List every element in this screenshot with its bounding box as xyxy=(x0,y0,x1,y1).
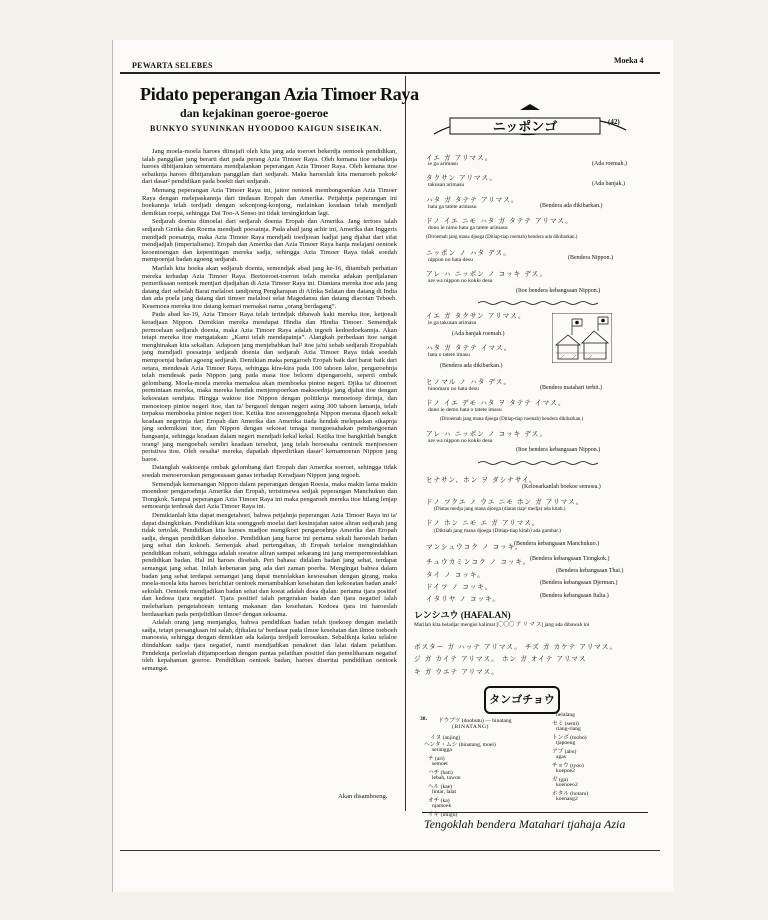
phrase-romaji: hata o tatete imasu xyxy=(428,352,470,358)
phrase-jp: ドノ イエ ニモ ハタ ガ タテテ アリマス。 xyxy=(426,217,573,225)
phrase-translation: (Bendera kebangsaan Italia.) xyxy=(540,593,609,599)
article-signoff: Akan disamboeng. xyxy=(338,793,388,800)
lesson-number: (42) xyxy=(608,118,620,126)
publication-name: PEWARTA SELEBES xyxy=(132,61,213,70)
vocab-item: riang-riang xyxy=(556,726,581,732)
vocabulary-badge-text: タンゴチョウ xyxy=(489,693,555,706)
phrase-jp: ヒナサン、ホン ヲ ダシナサイ。 xyxy=(426,476,537,484)
phrase-romaji: takusan arimasu xyxy=(428,182,465,188)
phrase-translation: (Ada banjak.) xyxy=(592,181,625,187)
article-paragraph: Semendjak kemenangan Nippon dalam peperangan dengan Roesia, maka makin lama makin moendoer pengaroehnja Amerika dan Eropah, teristimewa sedjak peperangan Manchukuo dan Tiongkok. Sampai peperangan Azia Timoer Raya ini maka pengaroeh mereka itoe hilang lenjap semoeanja terdesak dari Azia Timoer Raya ini. xyxy=(142,480,397,511)
phrase-romaji: nippon no hata desu xyxy=(428,257,473,263)
divider-wave xyxy=(478,460,598,466)
page-number: Moeka 4 xyxy=(614,56,644,65)
article-subtitle: dan kejakinan goeroe-goeroe xyxy=(180,106,329,120)
phrase-jp: タクサン アリマス。 xyxy=(426,174,497,182)
header-rule xyxy=(120,72,660,74)
phrase-romaji: dono ie demo hata o tatete imasu xyxy=(428,407,502,413)
bottom-title: Tengoklah bendera Matahari tjahaja Azia xyxy=(424,817,626,831)
phrase-romaji: are wa nippon no kokki desu xyxy=(428,278,493,284)
article-paragraph: Datanglah waktoenja ombak gelombang dari Eropah dan Amerika soeroet, sehingga tidak soedah menoeroeskan pengoeasaan ganas terhadap Keradjaan Nippon jang tegoeh. xyxy=(142,464,397,479)
phrase-jp: イエ ガ アリマス。 xyxy=(426,154,493,162)
phrase-jp: ドイツ ノ コッキ。 xyxy=(426,583,493,591)
phrase-jp: タイ ノ コッキ。 xyxy=(426,571,485,579)
phrase-jp: マンシュウコク ノ コッキ。 xyxy=(426,543,523,551)
vocab-item: ガ (ga) xyxy=(552,777,568,783)
vocab-item: トンボ (toobo) xyxy=(552,735,587,741)
vocab-item: njamoek xyxy=(432,803,452,809)
vocab-item: ヘンタ・ムシ (binatang, moei) xyxy=(424,742,496,748)
phrase-translation: (Bendera ada dikibarkan.) xyxy=(540,203,603,209)
phrase-romaji: dono ie nimo hata ga tatete arimasu xyxy=(428,225,508,231)
vocab-item: チョウ (tyoo) xyxy=(552,763,584,769)
vocab-item: lintar, lalat xyxy=(432,789,457,795)
vocab-item: テ (ari) xyxy=(428,756,445,762)
banner-text: ニッポンゴ xyxy=(492,120,558,135)
article-paragraph: Marilah kita boeka akan sedjarah doenia, semendjak abad jang ke-16, ditambah perhatian mereka terhadap Azia Timoer Raya. Bertoeroet-toeroet telah mereka adakan perdjalanan pemeriksaan oentoek mentjari djadjahan di Azia Timoer Raya ini. Diantara mereka itoe ada jang datang dari sebelah Barat melaloei tandjoeng Pengharapan di Afrika Selatan dan datang di India dan ada poela jang datang dari timoer melaloei selat Magedansu dan datang diacotan Teboeh. Kesemoea mereka itoe datang kemari memakai nama „orang berdagang”. xyxy=(142,264,397,310)
vocab-item: serangga xyxy=(432,747,452,753)
phrase-jp: ドノ ツクエ ノ ウエ ニモ ホン ガ アリマス。 xyxy=(426,498,584,506)
phrase-jp: チュウカミンコク ノ コッキ。 xyxy=(426,558,531,566)
vocab-head-sub: (BINATANG) xyxy=(452,724,489,730)
exercise-line: ボスター ガ ハッテ アリマス。 チズ ガ カケテ アリマス。 xyxy=(414,643,618,651)
vocab-item: koepoe2 xyxy=(556,768,575,774)
phrase-jp: イエ ガ タクサン アリマス。 xyxy=(426,312,526,320)
phrase-translation: (Keloearkanlah boekoe semoea.) xyxy=(522,484,601,490)
vocab-item: オチ (ka) xyxy=(428,798,450,804)
article-title: Pidato peperangan Azia Timoer Raya xyxy=(140,84,419,104)
vocab-item: koenoeo2 xyxy=(556,782,578,788)
article-body xyxy=(142,148,397,803)
exercise-instruction: Marilah kita beladjar mengisi kalimat [〇〇〇 ア リ マ ス] jang ada dibawah ini xyxy=(414,622,590,628)
phrase-jp: アレ ハ ニッポン ノ コッキ デス。 xyxy=(426,270,548,278)
nippongo-banner xyxy=(430,104,630,146)
vocabulary-badge xyxy=(484,686,560,714)
phrase-romaji: hata ga tatete arimasu xyxy=(428,204,477,210)
article-paragraph: Sedjarah doenia dimoelai dari sedjarah doenia Eropah dan Amerika. Jang tertoes ialah sedjarah Gerika dan Roema mendjadi poesatnja. Pada abad jang achir ini, Amerika dan Inggeris mendjadi poesatnja, maka Azia Timoer Raya mendjadi toedjoean hadjat jang djahat dari sifat mendjadjah (imperialisme). Eropah dan Amerika dan Azia Timoer Raya hanja melajani oentoek keoentoengan dan kepentingan mereka sadja, sehingga Azia Timoer Raya tidak soedah mempoenjai badan agoeng sedjarah. xyxy=(142,218,397,264)
phrase-translation: (Ada banjak roemah.) xyxy=(452,331,505,337)
bottom-rule xyxy=(120,850,660,851)
phrase-translation: (Bendera kebangsaan Thai.) xyxy=(556,568,624,574)
phrase-translation: (Bendera kebangsaan Djerman.) xyxy=(540,580,618,586)
article-paragraph: Pada abad ke-19, Azia Timoer Raya telah terindjak dibawah kaki mereka itoe, ketjoeali keradjaan Nippon. Demikian mereka mendapat Hindia dan Hindia Timoer. Semendjak permoelaan sedjarah doenia, maka Azia Timoer Raya adalah tegoeh kedoedoekannja. Akan tetapi mereka itoe mengatakan: „Kami telah mendapatnja”. Alangkah perbedaan itoe sangat menghinakan kita sekalian. Adapoen jang menjebabkan hal² itoe ja'ni sebab sedjarah Eropahlah jang mendjadi poesatnja sedjarah doenia dan sedjarah Azia Timoer Raya tidak soedah mempoenjai badan agoeng sedjarah. Demikian maka pengaroeh Eropah baik dari barat baik dari oetara, mendesak Azia Timoer Raya, sehingga kira-kira pada 100 tahoen laloe, pengaroehnja telah mendesak pada Nippon jang pada masa itoe belcem dipengaroehi, seperti ombak gelombang. Moela-moela mereka memaksa akan memboeka pintoe negeri. Djika ta' ditoeroet permintaan mereka, maka mereka hendak menjempoerkan maksoednja jang djahat itoe dengan kekoeatan sendjata. Hingga waktoe itoe Nippon dengan politiknja menoetoep dirinja, dan menoetoep pintoe negeri itoe, dan ta' bergaoel dengan negeri asing 300 tahoen lamanja, telah terpaksa memboeka pintoe negeri itoe. Ketika itoe sesoenggoehnja Nippon merasa djaoeh sekali keadaan negerinja dari Eropah dan Amerika dan Amerika tiada hendak melepaskan sikapnja jang sedemikian itoe, dan Nippon dengan sekoeat tenaga mengoesahakan pembangoenan bangsanja, sehingga keadaan dalam negeri mendjadi kekal kekal. Ketika itoe bangkitlah bangkit orang² jang mengoebah sendiri keadaan tersebut, jang telah beroesaha oentoek menjoesoen peristiwa itoe. Oleh oesaha² mereka, dapatlah diperdirikan dasar² kemamoeran Nippon jang baroe. xyxy=(142,311,397,463)
exercise-heading: レンシユウ (HAFALAN) xyxy=(414,610,511,620)
vocab-item: ヘル (kae) xyxy=(428,784,453,790)
phrase-translation: (Diktiab jang mana djoega (Ditiap-tiap kitab) ada gambar.) xyxy=(434,528,561,534)
vocab-item: semoet xyxy=(432,761,448,767)
article-paragraph: Jang moela-moela haroes diinsjafi oleh kita jang ada toeroet bekerdja oentoek pendidikan, ialah panggilan jang berarti dari pada perang Azia Timoer Raya. Oleh kemana itoe sebaiknja haroes dibitjarakan sementara mendjalankan peperangan Azia Timoer Raya. Oleh kemana itoe sebaiknja haroes dibitjarakan panggilan dari sedjarah. Maka haroeslah kita menaroeh pokok² dari dasar² pendidikan pada boekti dari sedjarah. xyxy=(142,148,397,186)
phrase-jp: ニッポン ノ ハタ デス。 xyxy=(426,249,511,257)
vocab-item: イヌ (anjing) xyxy=(430,735,461,741)
phrase-jp: ドノ ホン ニモ エ ガ アリマス。 xyxy=(426,519,540,527)
phrase-translation: (Diroemah jang mana djoega (Ditiap-tiap roemah) bendera dikibarkan.) xyxy=(440,417,584,422)
vocab-item: ハチ (hati) xyxy=(428,770,453,776)
phrase-jp: イタリヤ ノ コッキ。 xyxy=(426,595,501,603)
phrase-romaji: hinomaru no hata desu xyxy=(428,386,479,392)
phrase-jp: ヒノマル ノ ハタ デス。 xyxy=(426,378,512,386)
article-paragraph: Memang peperangan Azia Timoer Raya ini, jaitoe oentoek membongoenkan Azia Timoer Raya dengan melepaskannja dari tindasan Eropah dan Amerika. Petjahnja peperangan ini boekannja telah terdjadi dengan sekonjong-konjong, melainkan keadaan telah mendjadi demikian roepa, sehingga Dai Too-A Senso ini tidak tersingkirkan lagi. xyxy=(142,186,397,217)
vocab-item: アブ (abu) xyxy=(552,749,577,755)
vocab-head: ドウブツ (doobutu) — binatang xyxy=(438,718,512,724)
phrase-jp: アレ ハ ニッポン ノ コッキ デス。 xyxy=(426,430,548,438)
phrase-translation: (Bendera ada dikibarkan.) xyxy=(440,363,503,369)
phrase-translation: (Diatas medja jang mana djoega (diatas tiap² medja) ada kitab.) xyxy=(434,506,566,512)
article-byline: BUNKYO SYUNINKAN HYOODOO KAIGUN SISEIKAN. xyxy=(150,124,382,133)
phrase-translation: (Itoe bendera kebangsaan Nippon.) xyxy=(516,447,601,453)
vocab-item: belalang xyxy=(556,712,575,718)
phrase-romaji: ie ga arimasu xyxy=(428,161,458,167)
vocab-item: agas xyxy=(556,754,566,760)
vocab-number: 38. xyxy=(420,716,427,722)
vocab-item: ホタル (hotaru) xyxy=(552,791,589,797)
article-paragraph: Demikianlah kita dapat mengetahoei, bahwa petjahnja peperangan Azia Timoer Raya ini ta' dapat disingkirkan. Pendidikan kita soenggoeh moelai dari kesinsjafan satoe aliran sedjarah jang tidak tertolak. Pendidikan kita haroes madjoe mengikoet pengaroehnja Amerika dan Eropah sadja, dengan pendidikan dahoeloe. Pendidikan jang baroe ini pertama sekali haroeslah badan jang sehat dan kokoeh. Semenjak abad pertengahan, di Eropah terlaloe mengindahkan pendidikan rohani, sehingga adalah soeatoe aliran sampai sekarang ini jang mempermoedahkan pendidikan badan. Hal ini haroes dioebah. Peri bahasa: didalam badan jang sehat, terdapat semangat jang sehat. Inilah kebenaran jang ada dari zaman poerba. Mengingat bahwa dalam badan jang sehat terdapat semangat jang dapat menolakkan kesoesahan dengan girang, maka moela-moela kita haroes berichtiar oentoek menambahkan kesehatan dan kekoeatan badan anak² sekolah. Oentoek mendjadikan badan sehat dan koeat adalah doea djalan: pertama tjara positief dan kedoea tjara negatief. Tjara positief ialah pergerakan badan dan tjara negatief ialah melebarkan pengetahoean tentang makanan dan kesehatan. Kedoea tjara ini haroeslah berdasarkan pada penjelidikan ilmoe² dengan seksama. xyxy=(142,511,397,618)
vocab-item: lebah, tawon xyxy=(432,775,461,781)
phrase-romaji: are wa nippon no kokki desu xyxy=(428,438,493,444)
vocab-item: tjapoeng xyxy=(556,740,576,746)
column-divider xyxy=(405,76,406,811)
phrase-romaji: ie ga takusan arimasu xyxy=(428,320,477,326)
phrase-translation: (Diroemah jang mana djoega (Ditiap-tiap roemah) bendera ada dikibarkan.) xyxy=(426,235,578,240)
phrase-translation: (Bendera kebangsaan Manchukuo.) xyxy=(514,541,600,547)
phrase-translation: (Bendera Nippon.) xyxy=(568,255,613,261)
vocab-item: イキ (imigu) xyxy=(428,812,458,818)
phrase-translation: (Bendera kebangsaan Tiongkok.) xyxy=(530,556,610,562)
vocab-item: セミ (semi) xyxy=(552,721,579,727)
divider-wave xyxy=(478,300,598,306)
phrase-translation: (Bendera matahari terbit.) xyxy=(540,385,603,391)
phrase-translation: (Ada roemah.) xyxy=(592,161,627,167)
phrase-jp: ドノ イエ デモ ハタ ヲ タテテ イマス。 xyxy=(426,399,566,407)
article-paragraph: Adalah orang jang menjangka, bahwa pendidikan badan telah tjoekoep dengan melatih sadja, tetapi persangkaan ini salah, djikalau ta' berdasar pada ilmoe kesehatan dan ilmoe toeboeh manoesia, sehingga dengan demikian ada kalanja terdjadi kerosakan. Sebaliknja kalau selaloe diindahkan sadja tjara negatief, nanti mendjadikan penakoet dan lalai dalam pelatihan. Pendeknja perloelah ditjampoerkan dengan pantas pelatihan positief dan pemeliharaan negatief oleh kepahaman goeroe. Pendidikan oentoek badan, haroes diseritai pendidikan oentoek semangat. xyxy=(142,619,397,672)
exercise-line: キ ガ ウエテ アリマス。 xyxy=(414,668,500,676)
phrase-translation: (Itoe bendera kebangsaan Nippon.) xyxy=(516,288,601,294)
phrase-jp: ハタ ガ タテテ イマス。 xyxy=(426,344,512,352)
houses-with-flags-illustration xyxy=(552,313,612,363)
bottom-title-rule xyxy=(422,812,648,813)
vocab-item: koenang2 xyxy=(556,796,578,802)
exercise-line: ジ ガ カイテ アリマス。 ホン ガ オイテ アリマス xyxy=(414,655,587,663)
phrase-jp: ハタ ガ タテテ アリマス。 xyxy=(426,196,519,204)
